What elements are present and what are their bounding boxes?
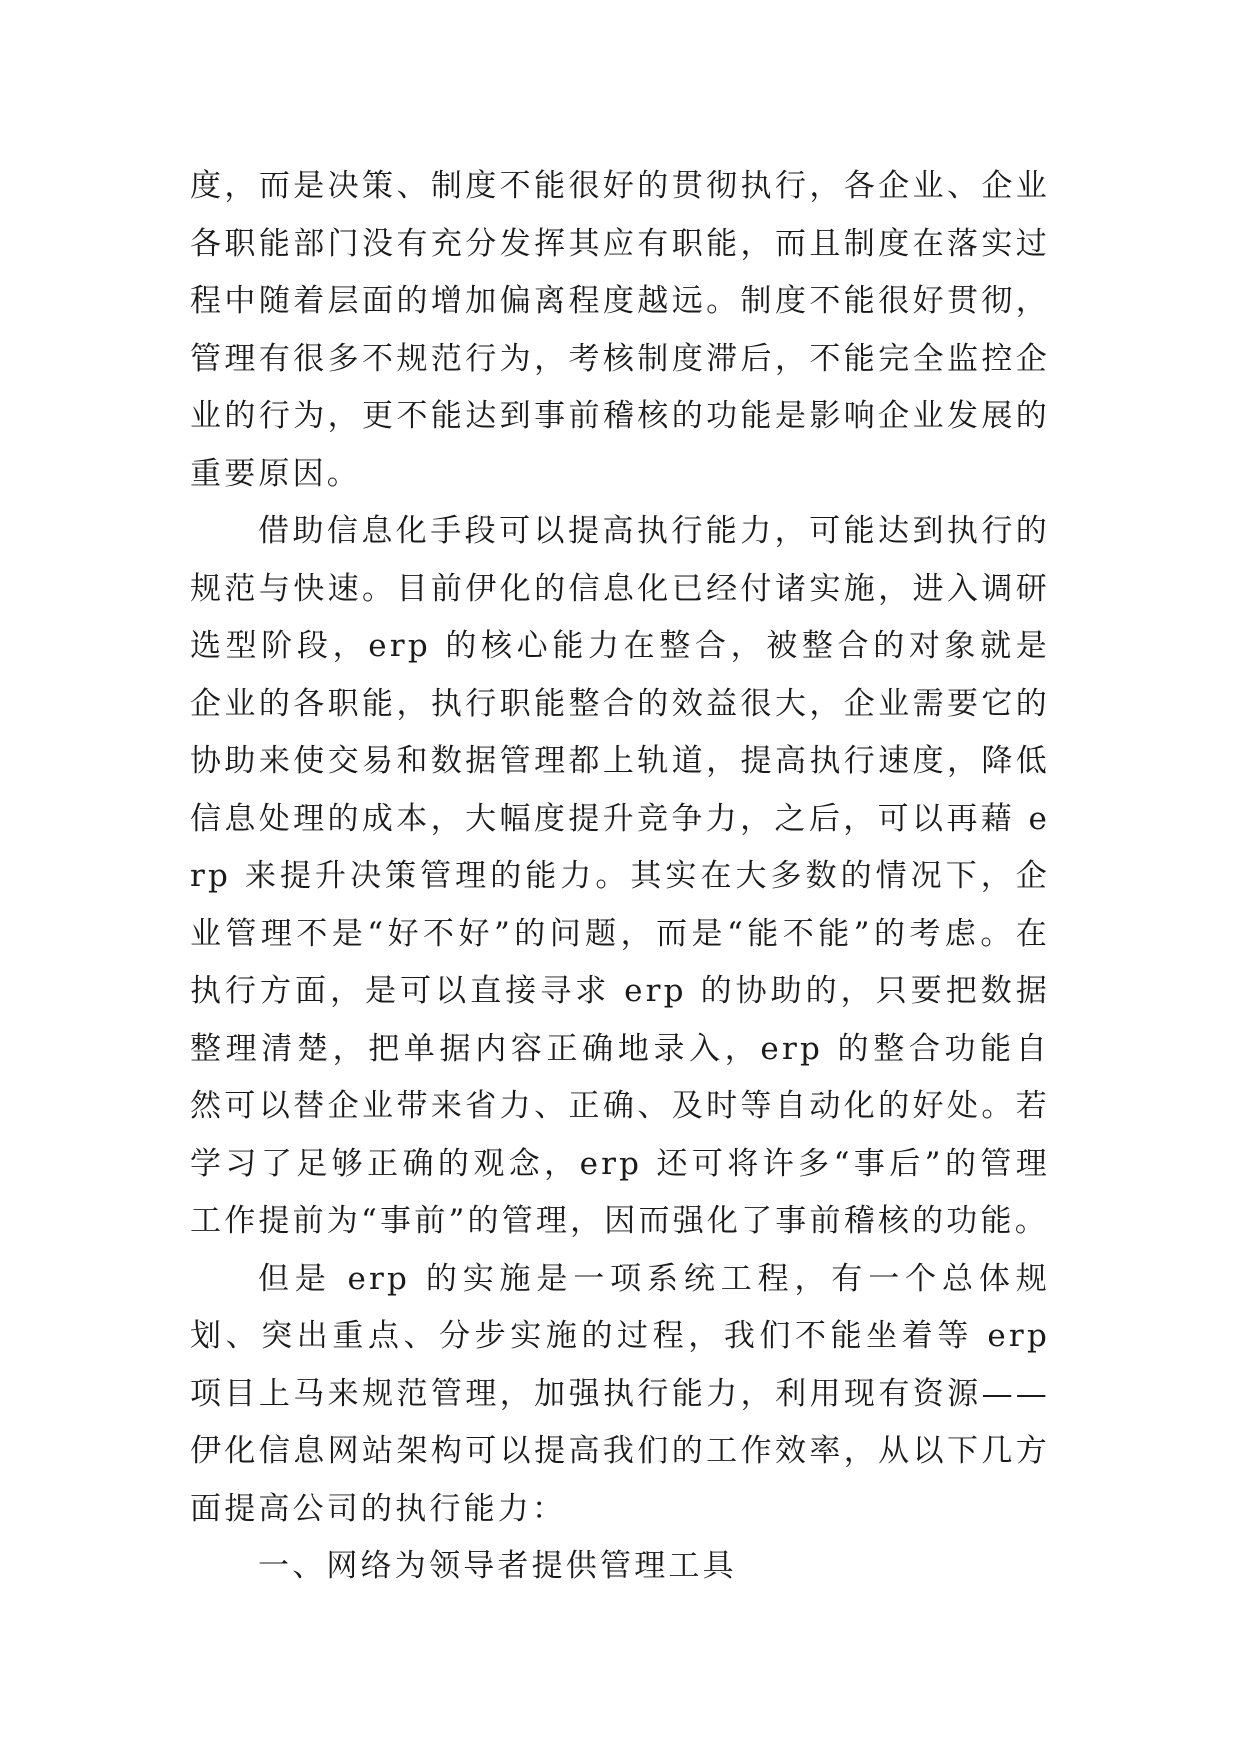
- section-heading-network-tools: 一、网络为领导者提供管理工具: [258, 1548, 737, 1584]
- paragraph-continuation: 度，而是决策、制度不能很好的贯彻执行，各企业、企业各职能部门没有充分发挥其应有职能，而且制度在落实过程中随着层面的增加偏离程度越远。制度不能很好贯彻，管理有很多不规范行为，考核制度滞后，不能完全监控企业的行为，更不能达到事前稽核的功能是影响企业发展的重要原因。: [190, 168, 1050, 492]
- paragraph-erp-implementation: 但是 erp 的实施是一项系统工程，有一个总体规划、突出重点、分步实施的过程，我们不能坐着等 erp 项目上马来规范管理，加强执行能力，利用现有资源——伊化信息网站架构可以提高我们的工作效率，从以下几方面提高公司的执行能力：: [190, 1260, 1050, 1527]
- paragraph-informatization: 借助信息化手段可以提高执行能力，可能达到执行的规范与快速。目前伊化的信息化已经付诸实施，进入调研选型阶段，erp 的核心能力在整合，被整合的对象就是企业的各职能，执行职能整合的效益很大，企业需要它的协助来使交易和数据管理都上轨道，提高执行速度，降低信息处理的成本，大幅度提升竞争力，之后，可以再藉 erp 来提升决策管理的能力。其实在大多数的情况下，企业管理不是“好不好”的问题，而是“能不能”的考虑。在执行方面，是可以直接寻求 erp 的协助的，只要把数据整理清楚，把单据内容正确地录入，erp 的整合功能自然可以替企业带来省力、正确、及时等自动化的好处。若学习了足够正确的观念，erp 还可将许多“事后”的管理工作提前为“事前”的管理，因而强化了事前稽核的功能。: [190, 513, 1050, 1239]
- document-page: [190, 158, 1050, 1596]
